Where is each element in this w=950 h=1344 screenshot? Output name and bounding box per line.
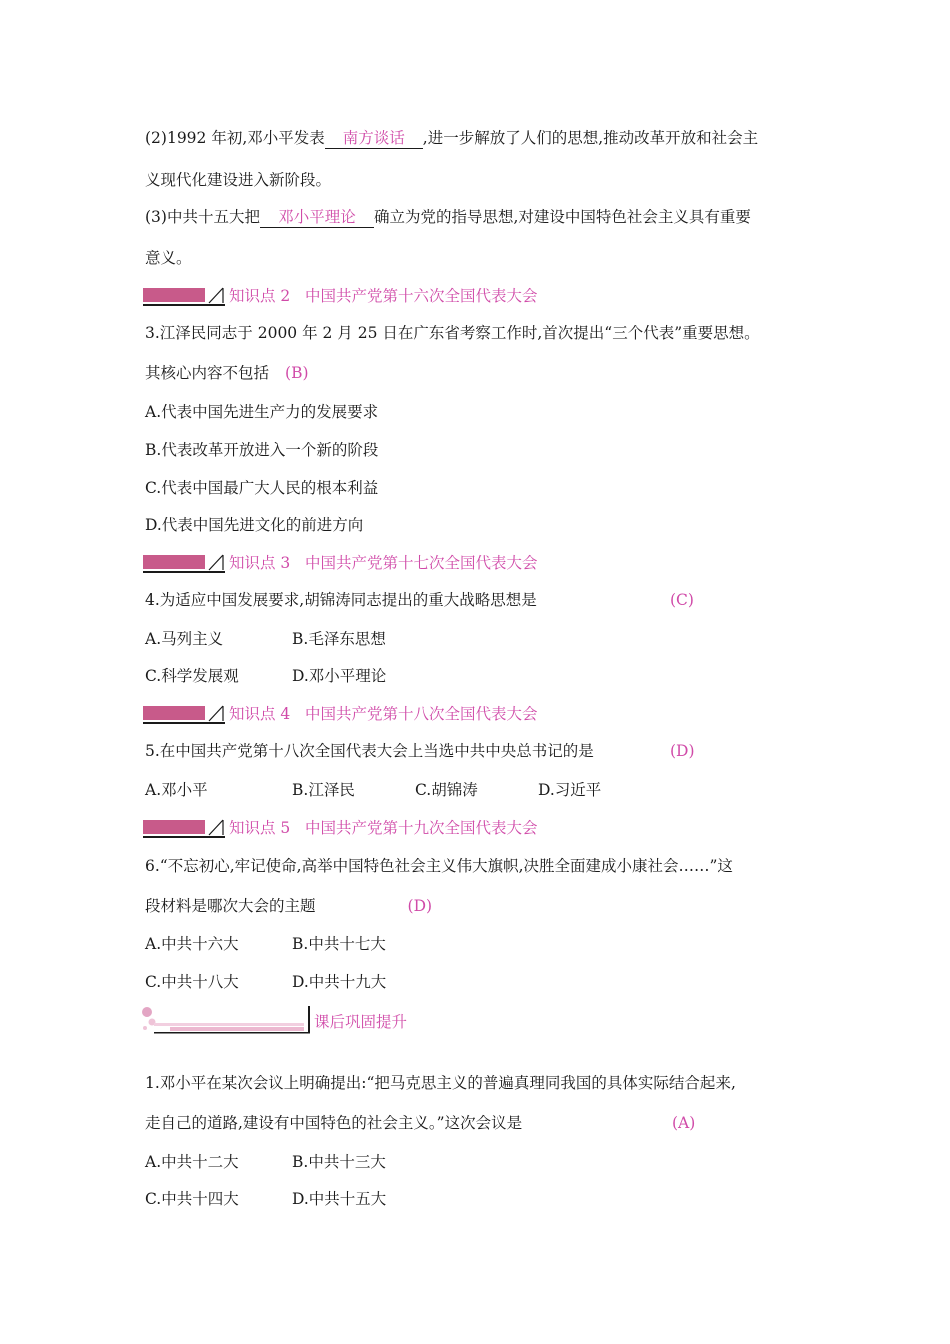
option-c: C.中共十四大 <box>145 1190 239 1208</box>
section-header-4 <box>143 702 538 724</box>
section-title: 知识点 4 中国共产党第十八次全国代表大会 <box>229 705 538 723</box>
question-6-line1: 6.“不忘初心,牢记使命,高举中国特色社会主义伟大旗帜,决胜全面建成小康社会……”这 <box>145 857 733 875</box>
option-c: C.胡锦涛 <box>415 781 478 799</box>
answer-mark: (D) <box>670 742 695 760</box>
option-b: B.中共十七大 <box>292 935 386 953</box>
section-badge <box>143 553 225 571</box>
section-badge <box>143 286 225 304</box>
section-header-2 <box>143 284 538 306</box>
option-b: B.代表改革开放进入一个新的阶段 <box>145 441 379 459</box>
question-3-line2: 其核心内容不包括 (B) <box>145 364 309 382</box>
option-a: A.邓小平 <box>145 781 208 799</box>
section-badge <box>143 704 225 722</box>
q3-answer-blank: 邓小平理论 <box>260 207 374 228</box>
review-question-1-line2: 走自己的道路,建设有中国特色的社会主义。”这次会议是 <box>145 1114 523 1132</box>
review-decoration <box>140 1004 312 1036</box>
option-b: B.中共十三大 <box>292 1153 386 1171</box>
section-header-5 <box>143 816 538 838</box>
option-b: B.江泽民 <box>292 781 355 799</box>
q2-text-post: ,进一步解放了人们的思想,推动改革开放和社会主 <box>422 129 759 147</box>
q3-line2: 意义。 <box>145 249 192 267</box>
section-title: 知识点 5 中国共产党第十九次全国代表大会 <box>229 819 538 837</box>
answer-mark: (B) <box>285 364 309 382</box>
q3-text: (3)中共十五大把 <box>145 208 260 226</box>
q3-text-post: 确立为党的指导思想,对建设中国特色社会主义具有重要 <box>373 208 751 226</box>
review-title: 课后巩固提升 <box>314 1013 408 1031</box>
question-5-line1: 5.在中国共产党第十八次全国代表大会上当选中共中央总书记的是 <box>145 742 594 760</box>
option-a: A.代表中国先进生产力的发展要求 <box>145 403 379 421</box>
review-question-1-line1: 1.邓小平在某次会议上明确提出:“把马克思主义的普遍真理同我国的具体实际结合起来, <box>145 1074 736 1092</box>
q3-line1 <box>145 207 751 228</box>
review-section-header <box>140 1004 407 1036</box>
section-badge <box>143 818 225 836</box>
q2-answer-blank: 南方谈话 <box>325 128 423 149</box>
question-3-line1: 3.江泽民同志于 2000 年 2 月 25 日在广东省考察工作时,首次提出“三个代表”重要思想。 <box>145 324 760 342</box>
q2-text: (2)1992 年初,邓小平发表 <box>145 129 325 147</box>
option-d: D.中共十九大 <box>292 973 387 991</box>
option-c: C.代表中国最广大人民的根本利益 <box>145 479 379 497</box>
question-6-line2: 段材料是哪次大会的主题 (D) <box>145 897 433 915</box>
option-a: A.马列主义 <box>145 630 224 648</box>
option-d: D.邓小平理论 <box>292 667 387 685</box>
question-4-line1: 4.为适应中国发展要求,胡锦涛同志提出的重大战略思想是 <box>145 591 537 609</box>
q2-line1 <box>145 128 758 149</box>
section-header-3 <box>143 551 538 573</box>
option-d: D.代表中国先进文化的前进方向 <box>145 516 364 534</box>
option-d: D.习近平 <box>538 781 602 799</box>
answer-mark: (C) <box>670 591 694 609</box>
q2-line2: 义现代化建设进入新阶段。 <box>145 171 332 189</box>
option-a: A.中共十六大 <box>145 935 239 953</box>
option-c: C.中共十八大 <box>145 973 239 991</box>
answer-mark: (A) <box>672 1114 696 1132</box>
option-a: A.中共十二大 <box>145 1153 239 1171</box>
section-title: 知识点 3 中国共产党第十七次全国代表大会 <box>229 554 538 572</box>
answer-mark: (D) <box>407 897 433 915</box>
option-c: C.科学发展观 <box>145 667 239 685</box>
option-d: D.中共十五大 <box>292 1190 387 1208</box>
option-b: B.毛泽东思想 <box>292 630 386 648</box>
section-title: 知识点 2 中国共产党第十六次全国代表大会 <box>229 287 538 305</box>
